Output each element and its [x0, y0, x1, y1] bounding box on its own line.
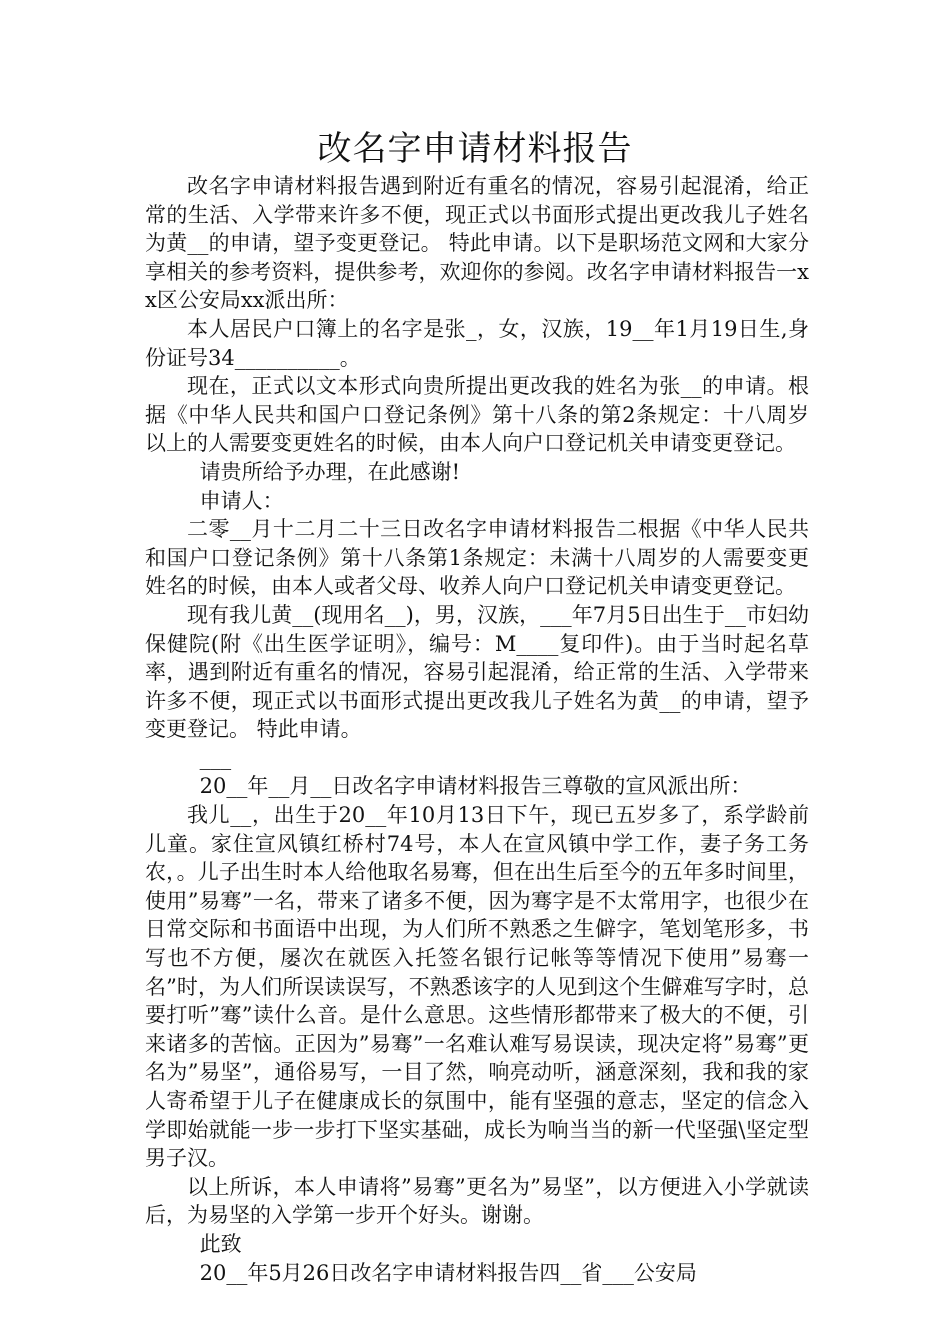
- paragraph-applicant: 申请人：: [199, 488, 284, 513]
- paragraph-identity: 本人居民户口簿上的名字是张_，女，汉族，19__年1月19日生,身份证号34__________。: [145, 316, 809, 370]
- paragraph-summary: 以上所诉，本人申请将”易骞”更名为”易坚”，以方便进入小学就读后，为易坚的入学第一步开个好头。谢谢。: [145, 1174, 809, 1228]
- paragraph-request-one: 现在，正式以文本形式向贵所提出更改我的姓名为张__的申请。根据《中华人民共和国户口登记条例》第十八条的第2条规定：十八周岁以上的人需要变更姓名的时候，由本人向户口登记机关申请变更登记。: [145, 374, 809, 456]
- document-body: [145, 172, 809, 1287]
- paragraph-salutation: 此致: [199, 1231, 242, 1256]
- paragraph-son-story: 我儿__，出生于20__年10月13日下午，现已五岁多了，系学龄前儿童。家住宣风镇红桥村74号，本人在宣风镇中学工作，妻子务工务农，。儿子出生时本人给他取名易骞，但在出生后至今的五年多时间里，使用”易骞”一名，带来了诸多不便，因为骞字是不太常用字，也很少在日常交际和书面语中出现，为人们所不熟悉之生僻字，笔划笔形多，书写也不方便，屡次在就医入托签名银行记帐等等情况下使用”易骞一名”时，为人们所误读误写，不熟悉该字的人见到这个生僻难写字时，总要打听”骞”读什么音。是什么意思。这些情形都带来了极大的不便，引来诸多的苦恼。正因为”易骞”一名难认难写易误读，现决定将”易骞”更名为”易坚”，通俗易写，一目了然，响亮动听，涵意深刻，我和我的家人寄希望于儿子在健康成长的氛围中，能有坚强的意志，坚定的信念入学即始就能一步一步打下坚实基础，成长为响当当的新一代坚强\坚定型男子汉。: [145, 803, 809, 1171]
- paragraph-thanks: 请贵所给予办理，在此感谢!: [199, 459, 461, 484]
- paragraph-signature-line: ___: [199, 745, 232, 770]
- paragraph-son-details: 现有我儿黄__(现用名__)，男，汉族，___年7月5日出生于__市妇幼保健院(附《出生医学证明》，编号：M____复印件)。由于当时起名草率，遇到附近有重名的情况，容易引起混淆，给正常的生活、入学带来许多不便，现正式以书面形式提出更改我儿子姓名为黄__的申请，望予变更登记。 特此申请。: [145, 602, 809, 742]
- paragraph-report-two: 二零__月十二月二十三日改名字申请材料报告二根据《中华人民共和国户口登记条例》第十八条第1条规定：未满十八周岁的人需要变更姓名的时候，由本人或者父母、收养人向户口登记机关申请变更登记。: [145, 517, 809, 599]
- document-title: 改名字申请材料报告: [317, 129, 633, 169]
- paragraph-date-report-three: 20__年__月__日改名字申请材料报告三尊敬的宣风派出所：: [199, 774, 752, 799]
- paragraph-intro: 改名字申请材料报告遇到附近有重名的情况，容易引起混淆，给正常的生活、入学带来许多不便，现正式以书面形式提出更改我儿子姓名为黄__的申请，望予变更登记。 特此申请。以下是职场范文网和大家分享相关的参考资料，提供参考，欢迎你的参阅。改名字申请材料报告一xx区公安局xx派出所：: [145, 174, 809, 313]
- paragraph-report-four: 20__年5月26日改名字申请材料报告四__省___公安局: [199, 1260, 697, 1285]
